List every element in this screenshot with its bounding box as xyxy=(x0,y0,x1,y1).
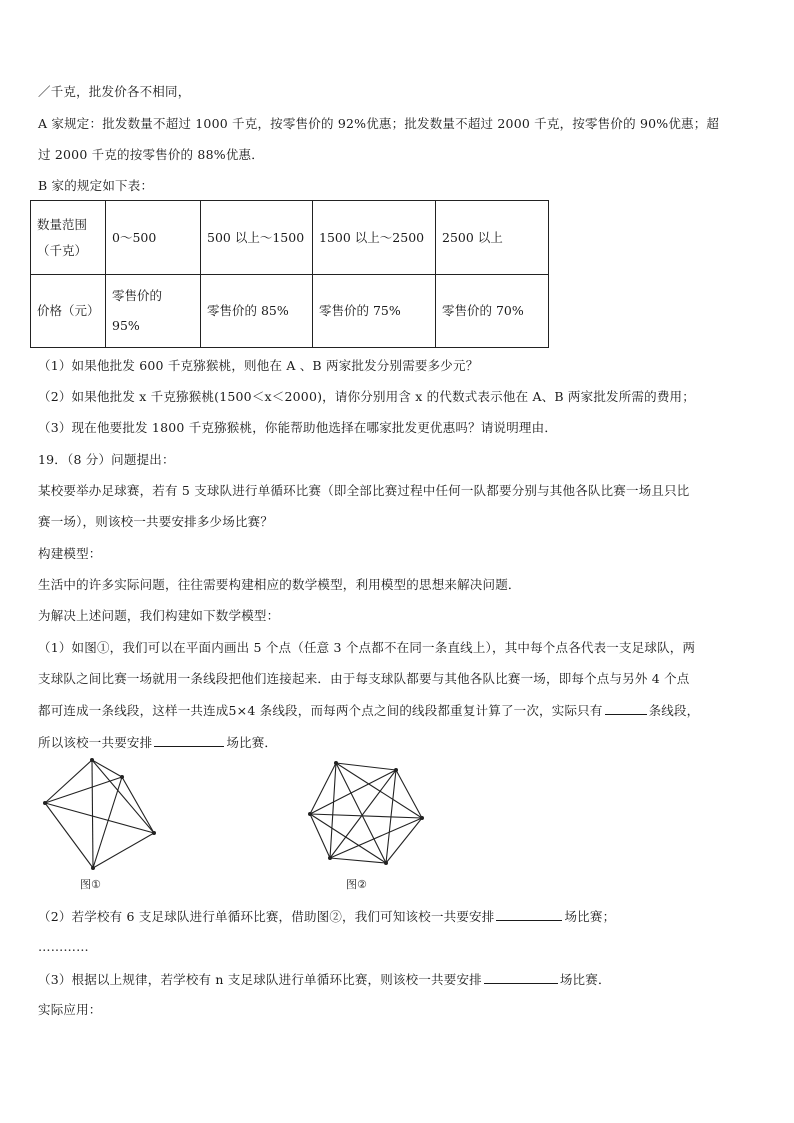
practice-heading: 实际应用： xyxy=(38,1002,102,1017)
figure-2-caption: 图② xyxy=(346,878,367,891)
part1-line-2: 支球队之间比赛一场就用一条线段把他们连接起来．由于每支球队都要与其他各队比赛一场，即每个点与另外 4 个点 xyxy=(38,671,690,686)
model-line: 生活中的许多实际问题，往往需要构建相应的数学模型，利用模型的思想来解决问题． xyxy=(38,577,521,592)
figure-2-hexagon-graph xyxy=(305,758,430,874)
table-cell: 500 以上～1500 xyxy=(201,201,313,275)
table-cell: 2500 以上 xyxy=(436,201,549,275)
intro-line: ／千克，批发价各不相同， xyxy=(38,84,191,99)
answer-blank-segments[interactable] xyxy=(605,702,647,715)
figure-2-edges xyxy=(310,763,422,863)
part1-line-1: （1）如图①，我们可以在平面内画出 5 个点（任意 3 个点都不在同一条直线上），其中每个点各代表一支足球队，两 xyxy=(38,640,696,655)
figure-1-edges xyxy=(45,760,154,868)
figure-1-caption: 图① xyxy=(80,878,101,891)
model-heading: 构建模型： xyxy=(38,546,102,561)
table-header-price: 价格（元） xyxy=(31,275,106,348)
price-table xyxy=(30,200,549,348)
q18-part1: （1）如果他批发 600 千克猕猴桃，则他在 A 、B 两家批发分别需要多少元？ xyxy=(38,358,479,373)
ellipsis-line: ………… xyxy=(38,939,89,954)
a-rule-line-1: A 家规定：批发数量不超过 1000 千克，按零售价的 92%优惠；批发数量不超过 2000 千克，按零售价的 90%优惠；超 xyxy=(38,116,720,131)
answer-blank-matches-5[interactable] xyxy=(154,734,224,747)
table-row xyxy=(31,201,549,275)
a-rule-line-2: 过 2000 千克的按零售价的 88%优惠． xyxy=(38,147,264,162)
table-row xyxy=(31,275,549,348)
table-cell: 0～500 xyxy=(106,201,201,275)
figure-2-svg xyxy=(305,758,430,870)
b-rule-heading: B 家的规定如下表： xyxy=(38,178,154,193)
figure-2-points xyxy=(308,761,424,865)
q18-part3: （3）现在他要批发 1800 千克猕猴桃，你能帮助他选择在哪家批发更优惠吗？请说明理由． xyxy=(38,420,558,435)
q18-part2: （2）如果他批发 x 千克猕猴桃(1500＜x＜2000)，请你分别用含 x 的代数式表示他在 A、B 两家批发所需的费用； xyxy=(38,389,695,404)
part1-line-4: 所以该校一共要安排 场比赛． xyxy=(38,735,278,750)
q19-heading: 19．（8 分）问题提出： xyxy=(38,452,175,467)
table-header-quantity: 数量范围 （千克） xyxy=(31,201,106,275)
figure-1-svg xyxy=(40,755,170,875)
table-cell: 1500 以上～2500 xyxy=(313,201,436,275)
table-cell: 零售价的 95% xyxy=(106,275,201,348)
q19-problem-line-2: 赛一场），则该校一共要安排多少场比赛？ xyxy=(38,514,274,529)
answer-blank-matches-6[interactable] xyxy=(496,908,562,921)
q19-problem-line-1: 某校要举办足球赛，若有 5 支球队进行单循环比赛（即全部比赛过程中任何一队都要分别与其他各队比赛一场且只比 xyxy=(38,483,690,498)
model-intro: 为解决上述问题，我们构建如下数学模型： xyxy=(38,608,280,623)
part1-line-3: 都可连成一条线段，这样一共连成5×4 条线段，而每两个点之间的线段都重复计算了一次，实际只有 条线段， xyxy=(38,703,700,718)
part3-line: （3）根据以上规律，若学校有 n 支足球队进行单循环比赛，则该校一共要安排 场比赛． xyxy=(38,972,611,987)
figure-1-pentagon-graph xyxy=(40,755,170,879)
table-cell: 零售价的 70% xyxy=(436,275,549,348)
answer-blank-matches-n[interactable] xyxy=(484,971,558,984)
figure-1-points xyxy=(43,758,156,870)
table-cell: 零售价的 85% xyxy=(201,275,313,348)
table-cell: 零售价的 75% xyxy=(313,275,436,348)
part2-line: （2）若学校有 6 支足球队进行单循环比赛，借助图②，我们可知该校一共要安排 场比赛； xyxy=(38,909,616,924)
